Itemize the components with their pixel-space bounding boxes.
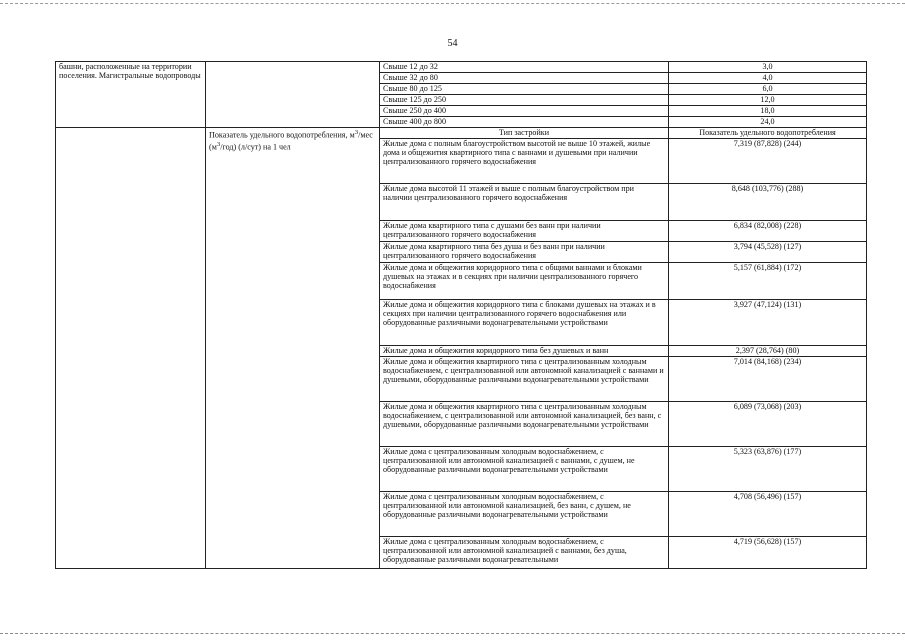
consumption-value: 4,708 (56,496) (157) [669,492,867,537]
column-header-value: Показатель удельного водопотребления [669,128,867,139]
superscript: 3 [216,140,221,148]
consumption-value: 7,319 (87,828) (244) [669,139,867,184]
scan-bottom-edge [0,633,905,634]
range-label: Свыше 250 до 400 [380,106,669,117]
building-type: Жилые дома и общежития квартирного типа с централизованным холодным водоснабжением, с централизованной или автономной канализацией, без ванн, с душевыми, оборудованные различными водонагревательными устройствами [380,402,669,447]
water-consumption-table [55,61,867,569]
building-type: Жилые дома с централизованным холодным водоснабжением, с централизованной или автономной канализацией, без ванн, с душем, не оборудованные различными водонагревательными устройствами [380,492,669,537]
empty-cell [206,62,380,128]
consumption-value: 8,648 (103,776) (288) [669,184,867,221]
consumption-value: 5,157 (61,884) (172) [669,263,867,300]
scan-top-edge [0,3,905,4]
table-row [56,62,867,73]
consumption-value: 6,089 (73,068) (203) [669,402,867,447]
building-type: Жилые дома и общежития коридорного типа с блоками душевых на этажах и в секциях при наличии централизованного горячего водоснабжения или оборудованные различными водонагревательными устройствами [380,300,669,346]
table-row [56,128,867,139]
range-label: Свыше 12 до 32 [380,62,669,73]
building-type: Жилые дома и общежития коридорного типа с общими ваннами и блоками душевых на этажах и в секциях при наличии централизованного горячего водоснабжения [380,263,669,300]
building-type: Жилые дома квартирного типа с душами без ванн при наличии централизованного горячего водоснабжения [380,221,669,242]
indicator-text: /год) (л/сут) на 1 чел [220,142,291,152]
empty-cell [56,128,206,569]
range-label: Свыше 125 до 250 [380,95,669,106]
building-type: Жилые дома с централизованным холодным водоснабжением, с централизованной или автономной канализацией с ваннами, без душа, оборудованные различными водонагревательными [380,537,669,569]
building-type: Жилые дома и общежития квартирного типа с централизованным холодным водоснабжением, с централизованной или автономной канализацией с ваннами и душевыми, оборудованные различными водонагревательными устройствами [380,357,669,402]
consumption-value: 5,323 (63,876) (177) [669,447,867,492]
range-label: Свыше 400 до 800 [380,117,669,128]
consumption-value: 2,397 (28,764) (80) [669,346,867,357]
indicator-text: Показатель удельного водопотребления, м [209,130,355,140]
consumption-value: 7,014 (84,168) (234) [669,357,867,402]
range-value: 24,0 [669,117,867,128]
range-value: 12,0 [669,95,867,106]
range-label: Свыше 80 до 125 [380,84,669,95]
column-header-type: Тип застройки [380,128,669,139]
range-value: 6,0 [669,84,867,95]
consumption-value: 3,794 (45,528) (127) [669,242,867,263]
range-value: 4,0 [669,73,867,84]
building-type: Жилые дома с централизованным холодным водоснабжением, с централизованной или автономной канализацией с ваннами, с душем, не оборудованные различными водонагревательными устройствами [380,447,669,492]
building-type: Жилые дома высотой 11 этажей и выше с полным благоустройством при наличии централизованного горячего водоснабжения [380,184,669,221]
consumption-value: 4,719 (56,628) (157) [669,537,867,569]
range-value: 3,0 [669,62,867,73]
indicator-text: /мес (м [209,130,373,152]
range-value: 18,0 [669,106,867,117]
building-type: Жилые дома квартирного типа без душа и без ванн при наличии централизованного горячего водоснабжения [380,242,669,263]
superscript: 3 [354,129,359,136]
indicator-cell [206,128,380,569]
range-label: Свыше 32 до 80 [380,73,669,84]
consumption-value: 6,834 (82,008) (228) [669,221,867,242]
building-type: Жилые дома и общежития коридорного типа без душевых и ванн [380,346,669,357]
building-type: Жилые дома с полным благоустройством высотой не выше 10 этажей, жилые дома и общежития квартирного типа с ваннами и душевыми при наличии централизованного горячего водоснабжения [380,139,669,184]
object-cell: башни, расположенные на территории поселения. Магистральные водопроводы [56,62,206,128]
consumption-value: 3,927 (47,124) (131) [669,300,867,346]
page-number: 54 [447,38,458,49]
